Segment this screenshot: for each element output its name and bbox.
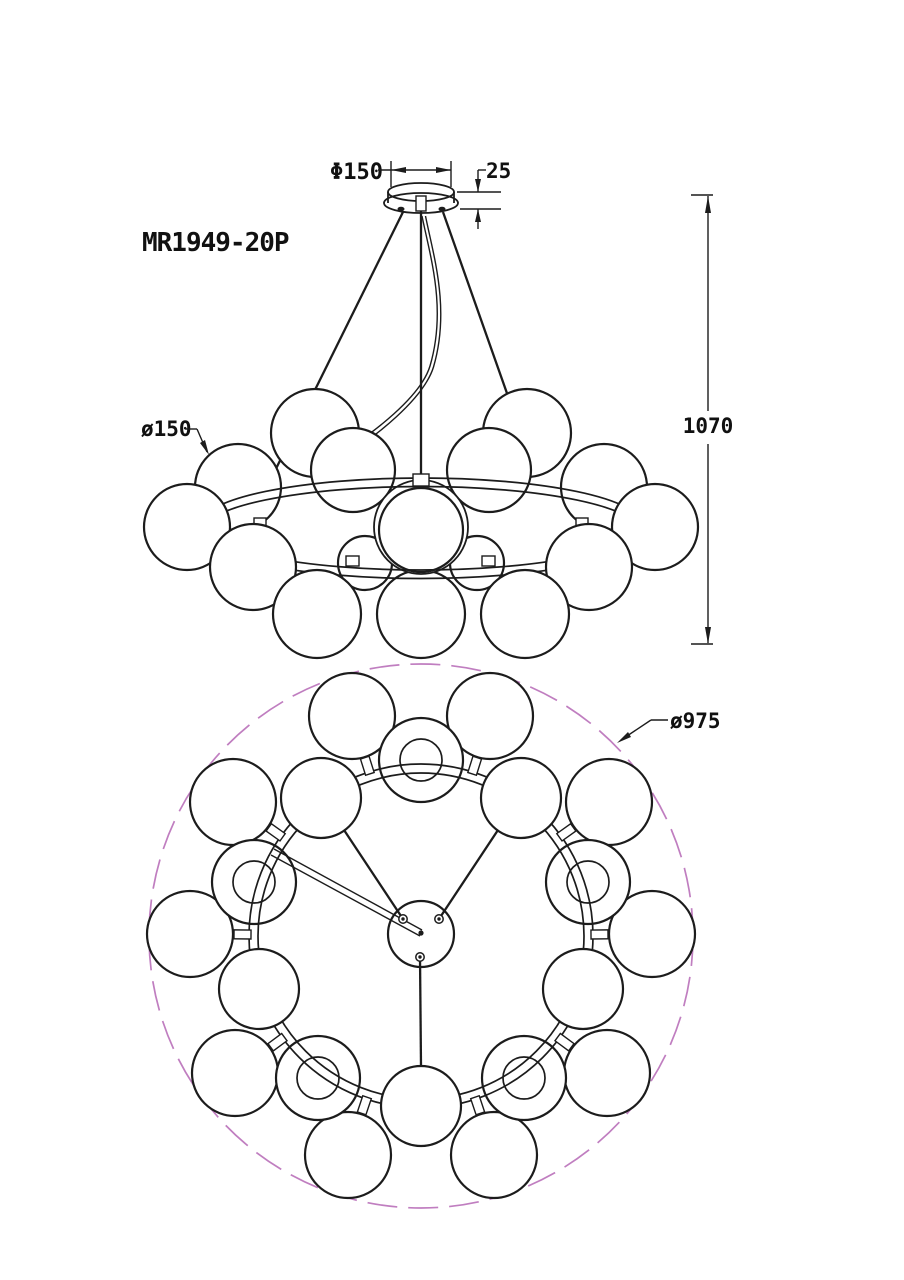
overall-diameter-label: ø975: [670, 709, 721, 733]
model-number-label: MR1949-20P: [142, 228, 289, 258]
dimension-overall-height: [683, 195, 734, 644]
canopy-height-label: 25: [486, 159, 512, 183]
plan-view: [147, 664, 721, 1208]
leader-globe-diameter: [141, 417, 209, 455]
canopy-diameter-label: Φ150: [330, 160, 383, 185]
plan-center-hub: [271, 830, 498, 1066]
front-elevation-view: [141, 159, 733, 658]
overall-height-label: 1070: [682, 414, 734, 438]
dimension-canopy-height: [457, 159, 511, 229]
ceiling-canopy: [384, 183, 458, 213]
globe-diameter-label: ø150: [141, 417, 192, 441]
leader-overall-diameter: [617, 709, 721, 743]
